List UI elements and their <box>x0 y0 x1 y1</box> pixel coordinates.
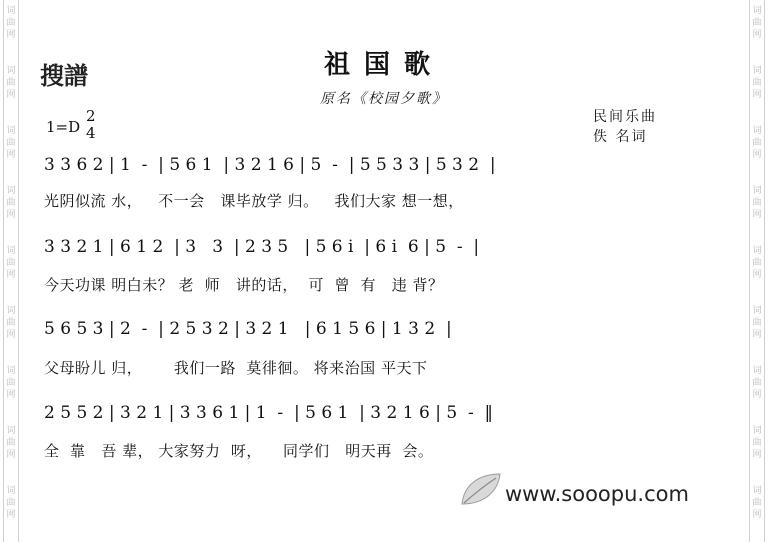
side-mark: 网 <box>752 330 762 340</box>
side-mark: 网 <box>752 90 762 100</box>
side-mark: 曲 <box>6 438 16 448</box>
side-mark: 网 <box>6 450 16 460</box>
side-mark: 网 <box>752 210 762 220</box>
side-mark: 曲 <box>752 258 762 268</box>
side-mark: 词 <box>752 186 762 196</box>
side-mark: 网 <box>752 150 762 160</box>
side-mark: 曲 <box>6 318 16 328</box>
side-mark: 网 <box>6 210 16 220</box>
side-mark: 曲 <box>6 258 16 268</box>
side-mark: 曲 <box>6 78 16 88</box>
time-signature <box>86 108 96 142</box>
key-signature: 1=D <box>46 118 81 136</box>
side-mark: 曲 <box>6 138 16 148</box>
side-mark: 网 <box>752 30 762 40</box>
lyricist-credit: 佚 名词 <box>593 129 648 145</box>
side-mark: 网 <box>6 270 16 280</box>
side-mark: 网 <box>6 510 16 520</box>
notation-line-2: 3 3 2 1 | 6 1 2 | 3 3 | 2 3 5 | 5 6 i | 6 i 6 | 5 - | <box>44 237 480 257</box>
side-mark: 曲 <box>6 198 16 208</box>
side-mark: 曲 <box>6 498 16 508</box>
lyric-line-2: 今天功课 明白未？ 老 师 讲的话， 可 曾 有 违 背？ <box>44 276 444 294</box>
side-mark: 词 <box>6 186 16 196</box>
side-mark: 词 <box>752 306 762 316</box>
side-mark: 词 <box>6 246 16 256</box>
time-signature-bottom: 4 <box>86 124 96 142</box>
side-mark: 网 <box>6 150 16 160</box>
notation-line-3: 5 6 5 3 | 2 - | 2 5 3 2 | 3 2 1 | 6 1 5 6 | 1 3 2 | <box>44 319 452 339</box>
side-mark: 词 <box>6 126 16 136</box>
right-margin-strip <box>749 0 765 542</box>
side-mark: 词 <box>752 486 762 496</box>
side-mark: 词 <box>6 366 16 376</box>
side-mark: 词 <box>6 306 16 316</box>
side-mark: 网 <box>6 330 16 340</box>
logo-text: 搜譜 <box>40 62 88 90</box>
side-mark: 网 <box>6 30 16 40</box>
side-mark: 网 <box>752 270 762 280</box>
left-margin-strip <box>3 0 19 542</box>
side-mark: 曲 <box>752 198 762 208</box>
notation-line-1: 3 3 6 2 | 1 - | 5 6 1 | 3 2 1 6 | 5 - | 5 5 3 3 | 5 3 2 | <box>44 155 496 175</box>
composer-credit: 民间乐曲 <box>593 109 657 125</box>
side-mark: 网 <box>6 390 16 400</box>
side-mark: 词 <box>6 6 16 16</box>
side-mark: 曲 <box>752 498 762 508</box>
side-mark: 曲 <box>752 378 762 388</box>
side-mark: 曲 <box>752 18 762 28</box>
time-signature-top: 2 <box>86 107 96 125</box>
side-mark: 曲 <box>752 318 762 328</box>
side-mark: 词 <box>6 66 16 76</box>
site-url: www.sooopu.com <box>505 482 689 506</box>
side-mark: 词 <box>752 246 762 256</box>
leaf-logo-icon <box>458 470 504 510</box>
side-mark: 词 <box>752 6 762 16</box>
notation-line-4: 2 5 5 2 | 3 2 1 | 3 3 6 1 | 1 - | 5 6 1 | 3 2 1 6 | 5 - ‖ <box>44 403 493 423</box>
lyric-line-1: 光阴似流 水， 不一会 课毕放学 归。 我们大家 想一想， <box>44 192 464 210</box>
side-mark: 曲 <box>752 438 762 448</box>
lyric-line-4: 全 靠 吾 辈， 大家努力 呀， 同学们 明天再 会。 <box>44 442 434 460</box>
side-mark: 词 <box>752 126 762 136</box>
side-mark: 网 <box>6 90 16 100</box>
song-subtitle: 原名《校园夕歌》 <box>320 91 448 107</box>
side-mark: 曲 <box>6 18 16 28</box>
side-mark: 曲 <box>752 78 762 88</box>
lyric-line-3: 父母盼儿 归， 我们一路 莫徘徊。 将来治国 平天下 <box>44 359 428 377</box>
side-mark: 词 <box>752 66 762 76</box>
song-title: 祖国歌 <box>323 50 444 80</box>
side-mark: 词 <box>6 486 16 496</box>
side-mark: 词 <box>752 366 762 376</box>
side-mark: 网 <box>752 510 762 520</box>
side-mark: 网 <box>752 390 762 400</box>
side-mark: 网 <box>752 450 762 460</box>
side-mark: 词 <box>6 426 16 436</box>
side-mark: 词 <box>752 426 762 436</box>
side-mark: 曲 <box>752 138 762 148</box>
side-mark: 曲 <box>6 378 16 388</box>
